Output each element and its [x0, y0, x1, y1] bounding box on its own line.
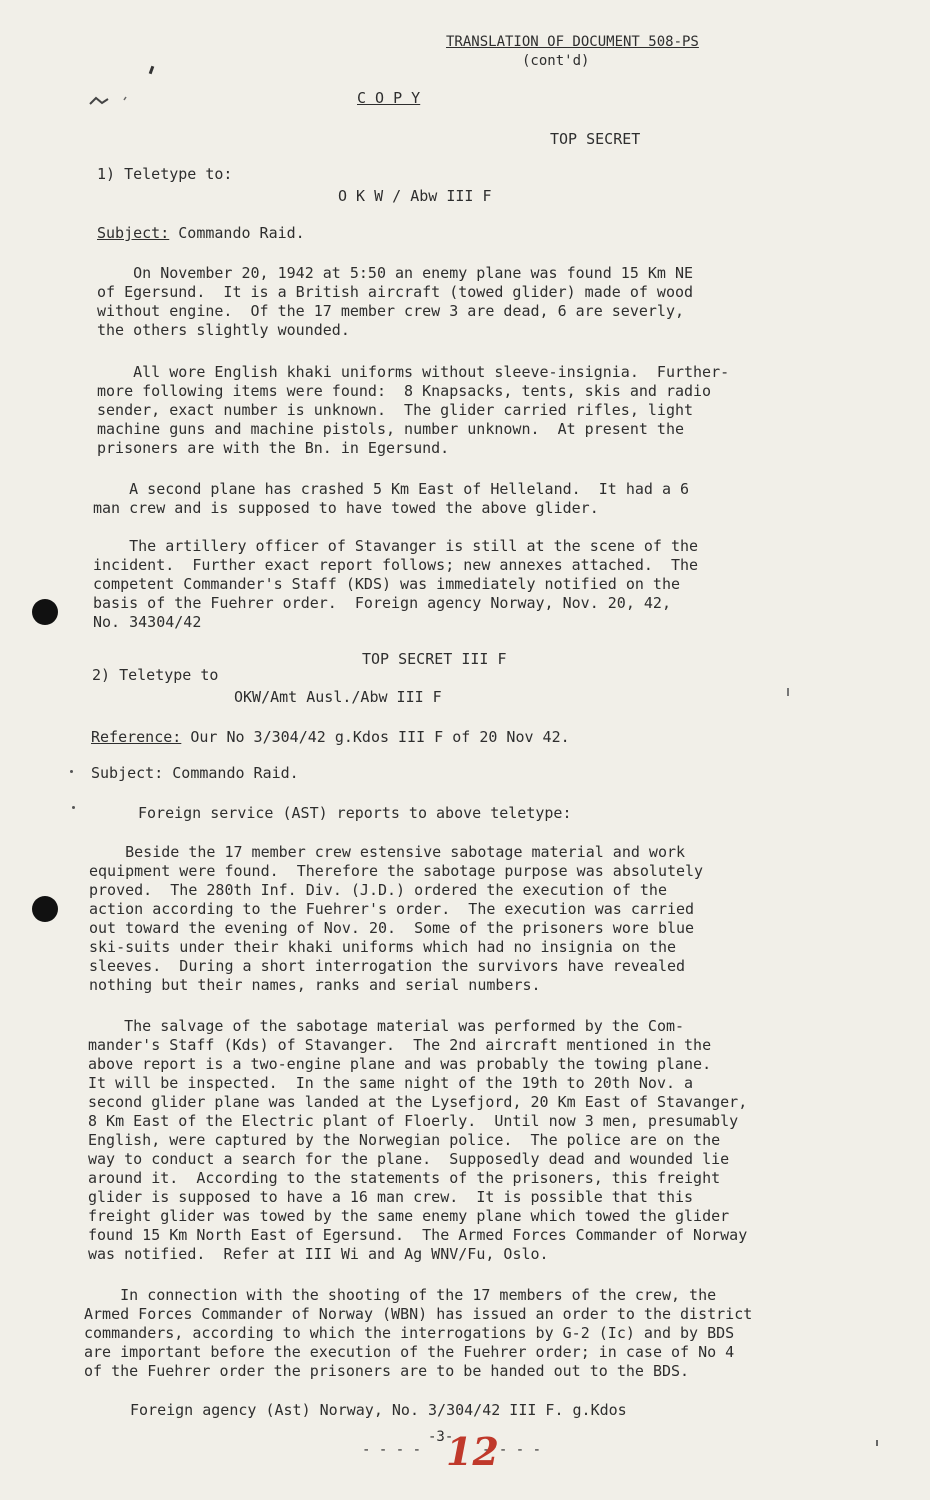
- closing-line: Foreign agency (Ast) Norway, No. 3/304/42 III F. g.Kdos: [130, 1401, 627, 1419]
- dot-mark-icon: [70, 770, 73, 773]
- teletype2-classification: TOP SECRET III F: [362, 650, 507, 668]
- teletype1-paragraph: On November 20, 1942 at 5:50 an enemy plane was found 15 Km NE of Egersund. It is a British aircraft (towed glider) made of wood without engine. Of the 17 member crew 3 are dead, 6 are severly, the others slightly wounded.: [97, 264, 694, 339]
- teletype2-paragraph: In connection with the shooting of the 17 members of the crew, the Armed Forces Commander of Norway (WBN) has issued an order to the district commanders, according to which the interrogations by G-2 (Ic) and by BDS are important before the execution of the Fuehrer order; in case of No 4 of the Fuehrer order the prisoners are to be handed out to the BDS.: [84, 1286, 753, 1380]
- handwritten-page-number: 12: [446, 1429, 499, 1474]
- punch-hole-icon: [32, 599, 58, 625]
- teletype1-subject: [97, 224, 305, 243]
- dot-mark-icon: [876, 1440, 878, 1446]
- dot-mark-icon: [787, 688, 789, 696]
- teletype2-to-label: 2) Teletype to: [92, 666, 219, 684]
- teletype2-recipient: OKW/Amt Ausl./Abw III F: [234, 688, 442, 706]
- ink-mark-icon: [149, 66, 155, 75]
- subject-label: Subject:: [97, 224, 170, 242]
- dot-mark-icon: [72, 806, 75, 809]
- teletype1-to-label: 1) Teletype to:: [97, 165, 233, 183]
- teletype2-paragraph: The salvage of the sabotage material was performed by the Com- mander's Staff (Kds) of Stavanger. The 2nd aircraft mentioned in the above report is a two-engine plane and was probably the towing plane. It will be inspected. In the same night of the 19th to 20th Nov. a second glider plane was landed at the Lysefjord, 20 Km East of Stavanger, 8 Km East of the Electric plant of Floerly. Until now 3 men, presumably English, were captured by the Norwegian police. The police are on the way to conduct a search for the plane. Supposedly dead and wounded lie around it. According to the statements of the prisoners, this freight glider is supposed to have a 16 man crew. It is possible that this freight glider was towed by the same enemy plane which towed the glider found 15 Km North East of Egersund. The Armed Forces Commander of Norway was notified. Refer at III Wi and Ag WNV/Fu, Oslo.: [88, 1017, 748, 1263]
- copy-label: C O P Y: [357, 89, 421, 107]
- footer-dashes-left: - - - -: [362, 1442, 422, 1458]
- punch-hole-icon: [32, 896, 58, 922]
- footer-dashes-right: - - - -: [482, 1442, 542, 1458]
- teletype2-reference: [91, 728, 570, 747]
- subject-text: Commando Raid.: [178, 224, 305, 242]
- teletype1-recipient: O K W / Abw III F: [338, 187, 492, 205]
- document-subtitle: (cont'd): [522, 53, 590, 69]
- page-number: -3-: [428, 1429, 454, 1445]
- teletype2-subject: Subject: Commando Raid.: [91, 764, 299, 782]
- teletype2-paragraph: Beside the 17 member crew estensive sabotage material and work equipment were found. Therefore the sabotage purpose was absolutely proved. The 280th Inf. Div. (J.D.) ordered the execution of the action according to the Fuehrer's order. The execution was carried out toward the evening of Nov. 20. Some of the prisoners wore blue ski-suits under their khaki uniforms which had no insignia on the sleeves. During a short interrogation the survivors have revealed nothing but their names, ranks and serial numbers.: [89, 843, 704, 994]
- reference-text: Our No 3/304/42 g.Kdos III F of 20 Nov 42.: [190, 728, 570, 746]
- document-title: TRANSLATION OF DOCUMENT 508-PS: [446, 34, 699, 50]
- teletype1-paragraph: A second plane has crashed 5 Km East of Helleland. It had a 6 man crew and is supposed to have towed the above glider.: [93, 480, 690, 517]
- teletype1-paragraph: All wore English khaki uniforms without sleeve-insignia. Further- more following items were found: 8 Knapsacks, tents, skis and radio sender, exact number is unknown. The glider carried rifles, light machine guns and machine pistols, number unknown. At present the prisoners are with the Bn. in Egersund.: [97, 363, 730, 457]
- scribble-mark-icon: [88, 94, 132, 108]
- teletype2-intro: Foreign service (AST) reports to above teletype:: [138, 804, 572, 822]
- reference-label: Reference:: [91, 728, 182, 746]
- teletype1-paragraph: The artillery officer of Stavanger is still at the scene of the incident. Further exact report follows; new annexes attached. The competent Commander's Staff (KDS) was immediately notified on the basis of the Fuehrer order. Foreign agency Norway, Nov. 20, 42, No. 34304/42: [93, 537, 699, 631]
- classification-label: TOP SECRET: [550, 130, 641, 148]
